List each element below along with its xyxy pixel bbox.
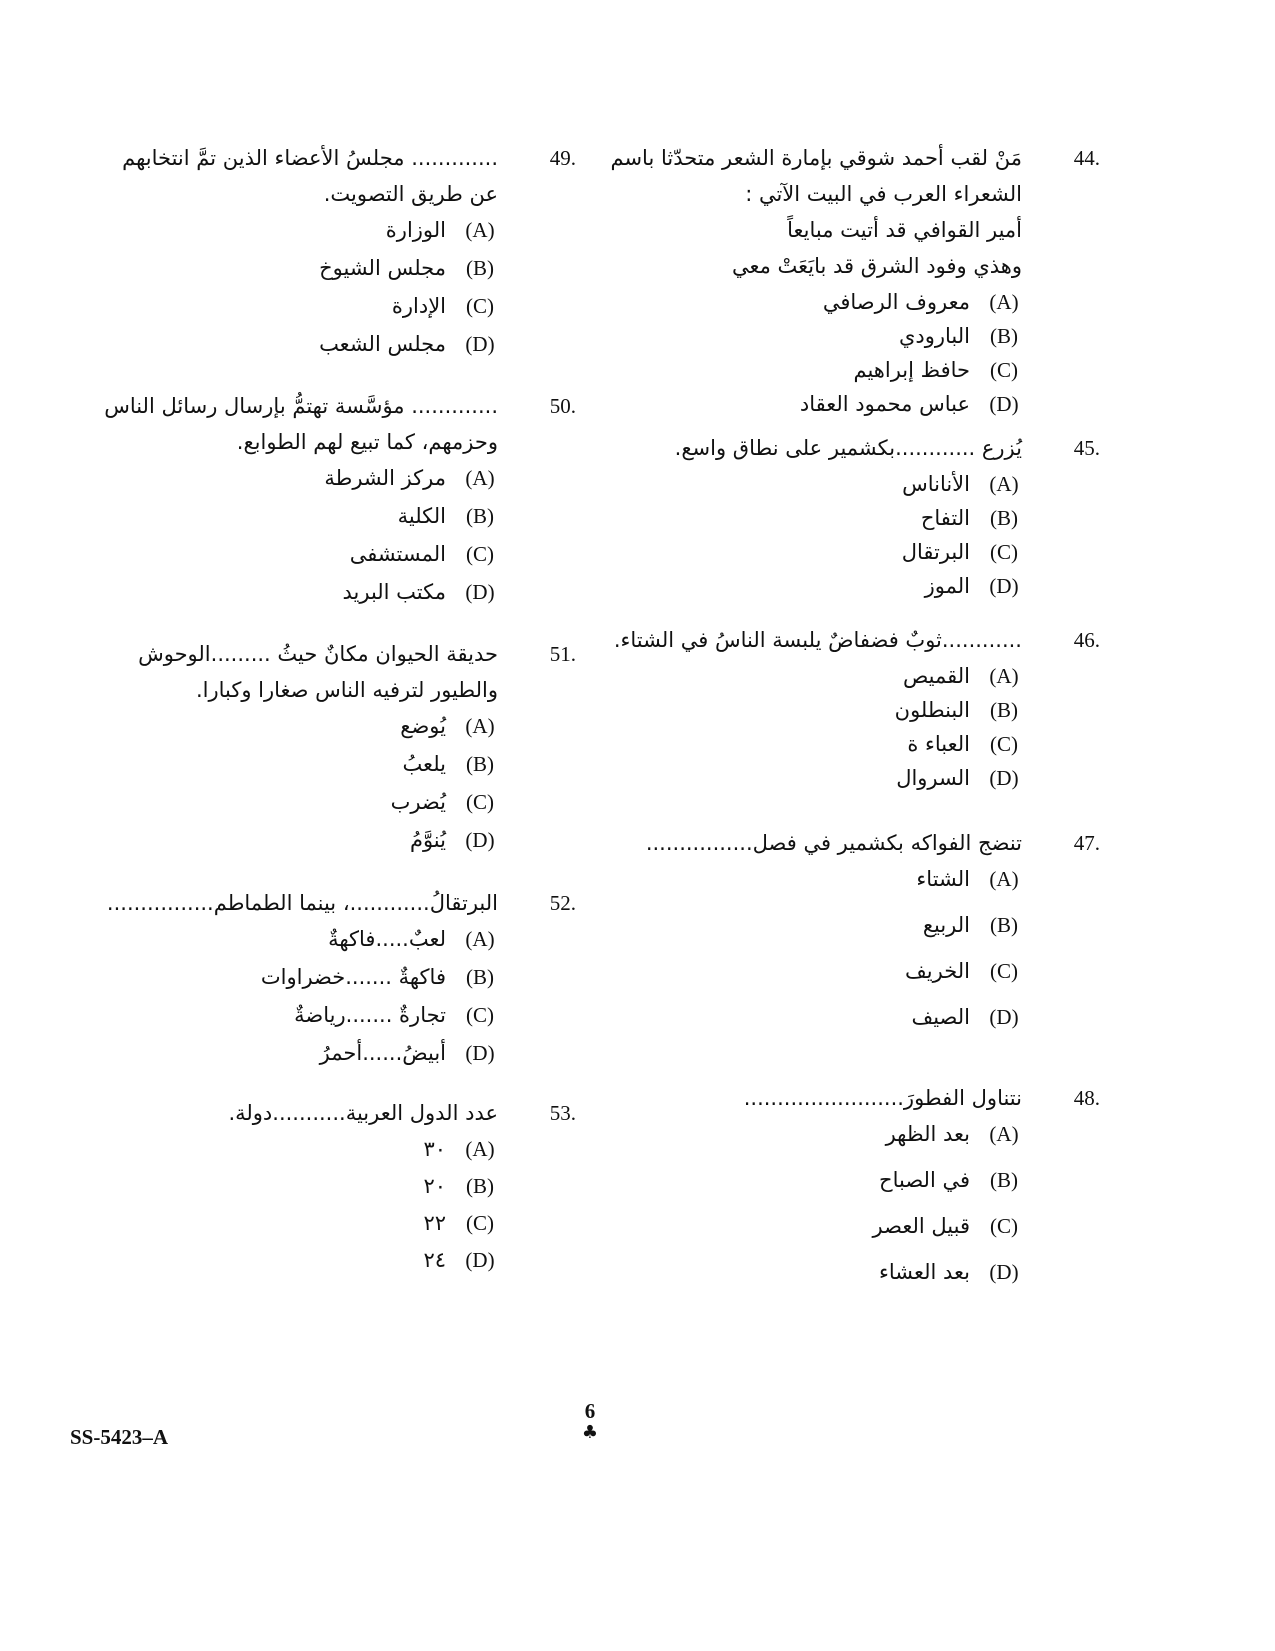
option-letter: (A) xyxy=(465,1137,495,1161)
option-text: البارودي xyxy=(898,324,970,348)
option-letter: (B) xyxy=(990,913,1018,937)
option-letter: (D) xyxy=(989,1260,1019,1284)
question-line: الشعراء العرب في البيت الآتي : xyxy=(745,182,1022,206)
option-text: الموز xyxy=(924,574,970,598)
question-line: نتناول الفطورَ........................ xyxy=(743,1086,1022,1110)
option-text: مجلس الشعب xyxy=(319,332,446,356)
question-text xyxy=(82,885,498,921)
option-c xyxy=(82,784,576,822)
option-letter: (B) xyxy=(990,1168,1018,1192)
option-text: الوزارة xyxy=(385,218,446,242)
option-text: ٢٠ xyxy=(423,1174,446,1198)
option-text: الأناناس xyxy=(902,472,970,496)
option-text: البرتقال xyxy=(901,540,970,564)
question-text xyxy=(82,1095,498,1131)
option-b xyxy=(612,318,1100,352)
question-line: البرتقالُ............، بينما الطماطم................ xyxy=(106,891,498,915)
option-a xyxy=(82,1131,576,1168)
option-text: عباس محمود العقاد xyxy=(799,392,970,416)
option-letter: (C) xyxy=(990,1214,1018,1238)
option-text: مجلس الشيوخ xyxy=(319,256,446,280)
option-text: العباء ة xyxy=(907,732,970,756)
option-d xyxy=(612,568,1100,602)
option-a xyxy=(612,284,1100,318)
option-c xyxy=(82,1205,576,1242)
option-text: أبيضُ......أحمرُ xyxy=(319,1041,446,1065)
option-letter: (A) xyxy=(989,472,1019,496)
question-number: 49. xyxy=(549,146,576,170)
option-text: مكتب البريد xyxy=(342,580,446,604)
question-number: 46. xyxy=(1073,628,1100,652)
option-a xyxy=(82,921,576,959)
option-letter: (D) xyxy=(989,1005,1019,1029)
option-text: يُوضع xyxy=(400,714,446,738)
question-line: يُزرع ............بكشمير على نطاق واسع. xyxy=(674,436,1022,460)
option-d xyxy=(82,1242,576,1279)
option-letter: (A) xyxy=(465,466,495,490)
option-letter: (A) xyxy=(989,664,1019,688)
option-b xyxy=(82,1168,576,1205)
option-b xyxy=(612,500,1100,534)
option-d xyxy=(82,1035,576,1073)
question-line: والطيور لترفيه الناس صغارا وكبارا. xyxy=(195,678,498,702)
option-b xyxy=(82,959,576,997)
option-a xyxy=(612,658,1100,692)
club-icon: ♣ xyxy=(581,1422,599,1443)
option-text: السروال xyxy=(896,766,970,790)
question-text xyxy=(612,622,1022,658)
question-49 xyxy=(82,140,576,364)
option-letter: (D) xyxy=(989,392,1019,416)
option-text: بعد العشاء xyxy=(878,1260,970,1284)
option-c xyxy=(82,997,576,1035)
option-letter: (C) xyxy=(466,1211,494,1235)
option-letter: (D) xyxy=(465,580,495,604)
option-text: الإدارة xyxy=(391,294,446,318)
option-text: لعبٌ.....فاكهةٌ xyxy=(328,927,446,951)
option-letter: (D) xyxy=(465,332,495,356)
option-text: ٢٤ xyxy=(423,1248,446,1272)
question-text xyxy=(82,636,498,708)
option-text: قبيل العصر xyxy=(872,1214,970,1238)
question-line: ............ثوبٌ فضفاضٌ يلبسة الناسُ في الشتاء. xyxy=(613,628,1022,652)
option-a xyxy=(82,460,576,498)
option-text: ٢٢ xyxy=(423,1211,446,1235)
question-number: 52. xyxy=(549,891,576,915)
option-text: الشتاء xyxy=(916,867,970,891)
option-text: الكلية xyxy=(397,504,446,528)
question-line: وحزمهم، كما تبيع لهم الطوابع. xyxy=(236,430,498,454)
option-b xyxy=(612,1162,1100,1208)
option-c xyxy=(82,288,576,326)
option-letter: (C) xyxy=(990,358,1018,382)
question-line: وهذي وفود الشرق قد بايَعَتْ معي xyxy=(731,254,1022,278)
option-letter: (A) xyxy=(989,1122,1019,1146)
option-c xyxy=(612,1208,1100,1254)
option-text: يُضرب xyxy=(390,790,446,814)
question-53 xyxy=(82,1095,576,1279)
option-a xyxy=(612,466,1100,500)
question-line: عن طريق التصويت. xyxy=(323,182,498,206)
option-text: التفاح xyxy=(920,506,970,530)
option-letter: (D) xyxy=(465,1041,495,1065)
question-text xyxy=(612,1080,1022,1116)
option-letter: (B) xyxy=(466,256,494,280)
option-c xyxy=(612,352,1100,386)
option-letter: (C) xyxy=(466,790,494,814)
option-text: الصيف xyxy=(911,1005,970,1029)
option-a xyxy=(82,212,576,250)
question-text xyxy=(82,388,498,460)
option-letter: (B) xyxy=(466,1174,494,1198)
option-c xyxy=(612,953,1100,999)
option-text: يُنوَّمُ xyxy=(409,828,446,852)
option-a xyxy=(82,708,576,746)
option-text: المستشفى xyxy=(349,542,446,566)
question-text xyxy=(612,825,1022,861)
option-a xyxy=(612,861,1100,907)
option-text: البنطلون xyxy=(894,698,970,722)
option-text: فاكهةٌ .......خضراوات xyxy=(260,965,446,989)
option-c xyxy=(612,534,1100,568)
question-text xyxy=(612,430,1022,466)
option-letter: (B) xyxy=(990,506,1018,530)
question-number: 48. xyxy=(1073,1086,1100,1110)
option-d xyxy=(612,999,1100,1045)
option-b xyxy=(612,692,1100,726)
question-number: 44. xyxy=(1073,146,1100,170)
option-letter: (C) xyxy=(466,542,494,566)
option-letter: (C) xyxy=(466,1003,494,1027)
question-45 xyxy=(612,430,1100,602)
option-letter: (D) xyxy=(989,574,1019,598)
question-line: حديقة الحيوان مكانٌ حيثُ .........الوحوش xyxy=(138,642,498,666)
option-text: في الصباح xyxy=(879,1168,970,1192)
option-text: معروف الرصافي xyxy=(822,290,970,314)
question-48 xyxy=(612,1080,1100,1300)
question-47 xyxy=(612,825,1100,1045)
option-b xyxy=(82,250,576,288)
option-d xyxy=(612,1254,1100,1300)
option-d xyxy=(82,822,576,860)
question-line: أمير القوافي قد أتيت مبايعاً xyxy=(787,218,1022,242)
option-letter: (D) xyxy=(465,1248,495,1272)
question-52 xyxy=(82,885,576,1073)
option-letter: (C) xyxy=(990,540,1018,564)
option-c xyxy=(82,536,576,574)
option-d xyxy=(612,760,1100,794)
question-line: تنضج الفواكه بكشمير في فصل................ xyxy=(645,831,1022,855)
option-letter: (B) xyxy=(466,965,494,989)
question-line: ............. مؤسَّسة تهتمُّ بإرسال رسائل الناس xyxy=(104,394,498,418)
option-text: يلعبُ xyxy=(402,752,446,776)
option-text: القميص xyxy=(902,664,970,688)
option-text: الخريف xyxy=(905,959,970,983)
option-d xyxy=(82,326,576,364)
question-line: مَنْ لقب أحمد شوقي بإمارة الشعر متحدّثا باسم xyxy=(610,146,1022,170)
question-number: 51. xyxy=(549,642,576,666)
question-line: ............. مجلسُ الأعضاء الذين تمَّ انتخابهم xyxy=(122,146,498,170)
option-letter: (D) xyxy=(989,766,1019,790)
option-letter: (C) xyxy=(466,294,494,318)
option-letter: (B) xyxy=(990,698,1018,722)
option-text: مركز الشرطة xyxy=(324,466,446,490)
option-b xyxy=(82,498,576,536)
option-d xyxy=(612,386,1100,420)
question-line: عدد الدول العربية...........دولة. xyxy=(228,1101,498,1125)
option-text: حافظ إبراهيم xyxy=(853,358,970,382)
option-letter: (A) xyxy=(989,290,1019,314)
option-letter: (A) xyxy=(989,867,1019,891)
option-d xyxy=(82,574,576,612)
option-b xyxy=(612,907,1100,953)
option-letter: (D) xyxy=(465,828,495,852)
footer-code: SS-5423–A xyxy=(70,1425,169,1449)
option-text: تجارةٌ .......رياضةٌ xyxy=(294,1003,446,1027)
question-46 xyxy=(612,622,1100,794)
question-number: 50. xyxy=(549,394,576,418)
option-letter: (B) xyxy=(990,324,1018,348)
question-51 xyxy=(82,636,576,860)
option-text: بعد الظهر xyxy=(885,1122,970,1146)
question-44 xyxy=(612,140,1100,420)
option-letter: (C) xyxy=(990,959,1018,983)
question-number: 53. xyxy=(549,1101,576,1125)
option-text: ٣٠ xyxy=(423,1137,446,1161)
option-a xyxy=(612,1116,1100,1162)
option-letter: (B) xyxy=(466,752,494,776)
question-50 xyxy=(82,388,576,612)
question-text xyxy=(82,140,498,212)
option-letter: (A) xyxy=(465,714,495,738)
option-letter: (C) xyxy=(990,732,1018,756)
option-letter: (B) xyxy=(466,504,494,528)
option-letter: (A) xyxy=(465,927,495,951)
option-letter: (A) xyxy=(465,218,495,242)
page-number: 6 xyxy=(584,1399,596,1423)
question-number: 45. xyxy=(1073,436,1100,460)
question-text xyxy=(612,140,1022,284)
option-text: الربيع xyxy=(922,913,970,937)
option-c xyxy=(612,726,1100,760)
option-b xyxy=(82,746,576,784)
question-number: 47. xyxy=(1073,831,1100,855)
